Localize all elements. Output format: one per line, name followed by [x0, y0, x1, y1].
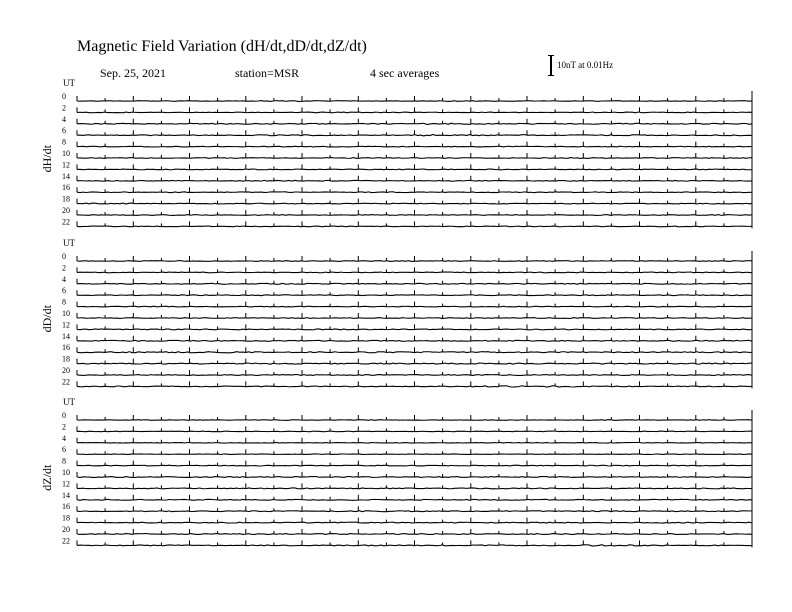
trace-row	[62, 343, 752, 353]
trace-row	[62, 263, 752, 272]
row-hour-label: 12	[62, 479, 70, 489]
trace-row	[62, 92, 752, 101]
chart-title: Magnetic Field Variation (dH/dt,dD/dt,dZ/dt)	[77, 38, 367, 55]
trace-row	[62, 445, 752, 454]
trace-row	[62, 525, 752, 534]
trace-line	[77, 283, 752, 284]
trace-line	[77, 203, 752, 204]
trace-row	[62, 479, 752, 488]
row-hour-label: 18	[62, 194, 70, 204]
trace-line	[77, 146, 752, 147]
trace-line	[77, 192, 752, 193]
row-hour-label: 22	[62, 217, 70, 227]
time-ticks	[77, 119, 752, 124]
row-hour-label: 20	[62, 366, 70, 375]
row-hour-label: 0	[62, 411, 66, 420]
panel-dd-dt	[40, 238, 752, 388]
time-ticks	[77, 313, 752, 318]
trace-line	[77, 442, 752, 443]
trace-line	[77, 375, 752, 376]
time-ticks	[77, 415, 752, 420]
trace-line	[77, 431, 752, 432]
row-hour-label: 16	[62, 502, 70, 512]
trace-row	[62, 366, 752, 375]
trace-row	[62, 206, 752, 215]
trace-row	[62, 502, 752, 511]
trace-line	[77, 226, 752, 227]
trace-line	[77, 272, 752, 273]
trace-line	[77, 329, 752, 330]
trace-line	[77, 477, 752, 478]
trace-row	[62, 377, 752, 387]
trace-line	[77, 454, 752, 455]
trace-row	[62, 217, 752, 226]
trace-row	[62, 126, 752, 136]
trace-row	[62, 103, 752, 112]
trace-row	[62, 514, 752, 523]
row-hour-label: 8	[62, 456, 66, 466]
trace-row	[62, 332, 752, 341]
trace-row	[62, 355, 752, 365]
trace-line	[77, 465, 752, 466]
row-hour-label: 2	[62, 103, 66, 113]
time-ticks	[77, 438, 752, 443]
panel-ylabel: dH/dt	[40, 145, 54, 173]
trace-line	[77, 420, 752, 421]
ut-label: UT	[63, 238, 75, 248]
time-ticks	[77, 96, 752, 101]
row-hour-label: 16	[62, 343, 70, 353]
trace-line	[77, 306, 752, 307]
trace-row	[62, 138, 752, 147]
trace-line	[77, 534, 752, 535]
trace-row	[62, 183, 752, 192]
row-hour-label: 8	[62, 137, 66, 147]
row-hour-label: 6	[62, 286, 66, 296]
trace-line	[77, 318, 752, 319]
row-hour-label: 4	[62, 433, 66, 443]
trace-line	[77, 101, 752, 102]
trace-row	[62, 286, 752, 295]
trace-row	[62, 457, 752, 466]
row-hour-label: 20	[62, 525, 70, 534]
row-hour-label: 4	[62, 274, 66, 284]
trace-line	[77, 215, 752, 216]
row-hour-label: 14	[62, 490, 70, 500]
trace-row	[62, 468, 752, 477]
time-ticks	[77, 107, 752, 112]
time-ticks	[77, 302, 752, 307]
trace-row	[62, 172, 752, 181]
ut-label: UT	[63, 78, 75, 88]
trace-line	[77, 261, 752, 262]
trace-row	[62, 252, 752, 261]
row-hour-label: 22	[62, 377, 70, 387]
time-ticks	[77, 426, 752, 431]
trace-row	[62, 411, 752, 420]
date-label: Sep. 25, 2021	[100, 66, 166, 80]
trace-row	[62, 149, 752, 158]
row-hour-label: 6	[62, 445, 66, 455]
row-hour-label: 0	[62, 252, 66, 261]
row-hour-label: 4	[62, 114, 66, 124]
trace-line	[77, 295, 752, 296]
trace-row	[62, 160, 752, 169]
time-ticks	[77, 472, 752, 477]
row-hour-label: 12	[62, 320, 70, 330]
trace-line	[77, 363, 752, 364]
trace-row	[62, 309, 752, 318]
row-hour-label: 14	[62, 331, 70, 341]
trace-line	[77, 123, 752, 124]
time-ticks	[77, 506, 752, 511]
panel-ylabel: dZ/dt	[40, 464, 54, 491]
trace-row	[62, 422, 752, 431]
time-ticks	[77, 381, 752, 386]
time-ticks	[77, 142, 752, 147]
time-ticks	[77, 359, 752, 364]
row-hour-label: 20	[62, 206, 70, 215]
trace-row	[62, 434, 752, 443]
trace-row	[62, 320, 752, 329]
trace-row	[62, 491, 752, 500]
time-ticks	[77, 187, 752, 192]
trace-line	[77, 340, 752, 341]
trace-line	[77, 488, 752, 489]
panel-ylabel: dD/dt	[40, 305, 54, 333]
time-ticks	[77, 529, 752, 534]
trace-line	[77, 180, 752, 181]
row-hour-label: 2	[62, 263, 66, 273]
row-hour-label: 10	[62, 468, 70, 477]
time-ticks	[77, 221, 752, 226]
trace-row	[62, 115, 752, 125]
trace-line	[77, 112, 752, 113]
row-hour-label: 18	[62, 513, 70, 523]
row-hour-label: 14	[62, 171, 70, 181]
row-hour-label: 12	[62, 160, 70, 170]
averaging-label: 4 sec averages	[370, 66, 440, 80]
time-ticks	[77, 518, 752, 523]
ut-label: UT	[63, 397, 75, 407]
time-ticks	[77, 210, 752, 215]
row-hour-label: 10	[62, 309, 70, 318]
trace-row	[62, 536, 752, 546]
panel-dh-dt	[40, 78, 752, 228]
row-hour-label: 16	[62, 183, 70, 193]
row-hour-label: 2	[62, 422, 66, 432]
row-hour-label: 10	[62, 149, 70, 158]
row-hour-label: 22	[62, 536, 70, 546]
row-hour-label: 6	[62, 126, 66, 136]
row-hour-label: 18	[62, 354, 70, 364]
trace-row	[62, 195, 752, 204]
station-label: station=MSR	[235, 66, 300, 80]
scale-label: 10nT at 0.01Hz	[557, 60, 614, 70]
panel-dz-dt	[40, 397, 752, 547]
row-hour-label: 8	[62, 297, 66, 307]
trace-line	[77, 158, 752, 159]
trace-row	[62, 298, 752, 307]
trace-line	[77, 169, 752, 170]
trace-row	[62, 275, 752, 284]
row-hour-label: 0	[62, 92, 66, 101]
